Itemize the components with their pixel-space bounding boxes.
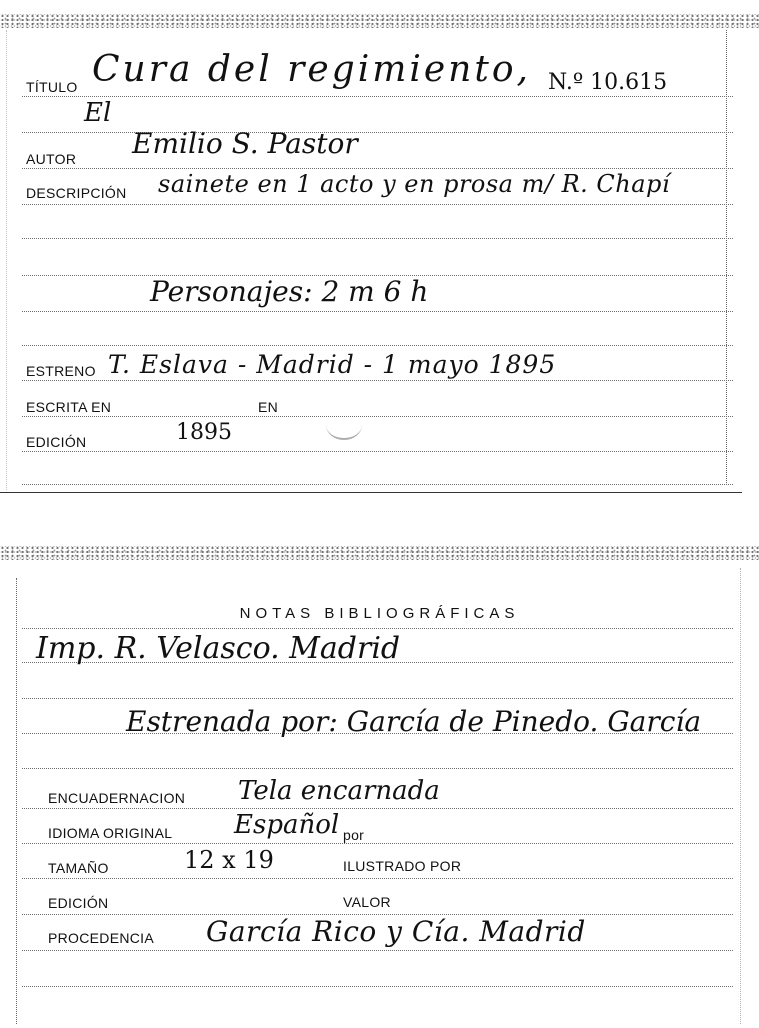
autor-label: AUTOR <box>26 151 77 167</box>
ruled-line <box>22 132 733 133</box>
autor-value: Emilio S. Pastor <box>132 127 358 160</box>
card-top-left-edge <box>6 30 7 490</box>
card-bottom-edge <box>0 546 759 560</box>
idioma-original-value: Español <box>234 810 340 840</box>
edicion-value: 1895 <box>176 420 232 445</box>
note-line-2: Estrenada por: García de Pinedo. García <box>126 705 702 738</box>
ruled-line <box>22 698 733 699</box>
card-bottom-left-edge <box>16 578 17 1024</box>
titulo-label: TÍTULO <box>26 79 78 95</box>
articulo-value: El <box>84 98 112 128</box>
card-bottom-right-edge <box>740 568 741 1024</box>
idioma-original-label: IDIOMA ORIGINAL <box>48 825 173 841</box>
descripcion-label: DESCRIPCIÓN <box>26 185 127 201</box>
ruled-line <box>22 380 733 381</box>
ruled-line <box>22 96 733 97</box>
ruled-line <box>22 238 733 239</box>
estreno-value: T. Eslava - Madrid - 1 mayo 1895 <box>108 350 557 379</box>
ruled-line <box>22 345 733 346</box>
ruled-line <box>22 628 733 629</box>
catalog-card-top <box>0 0 759 496</box>
card-top-edge <box>0 14 759 28</box>
ruled-line <box>22 768 733 769</box>
escrita-en-label: ESCRITA EN <box>26 399 112 415</box>
ink-smudge <box>326 410 362 440</box>
valor-label: VALOR <box>343 894 391 910</box>
numero-value: N.º 10.615 <box>548 70 668 95</box>
tamano-value: 12 x 19 <box>184 846 274 874</box>
edicion-label: EDICIÓN <box>48 895 109 911</box>
descripcion-value: sainete en 1 acto y en prosa m/ R. Chapí <box>158 170 671 198</box>
ruled-line <box>22 204 733 205</box>
ruled-line <box>22 416 733 417</box>
ruled-line <box>22 168 733 169</box>
ruled-line <box>22 451 733 452</box>
ruled-line <box>22 878 733 879</box>
procedencia-label: PROCEDENCIA <box>48 930 154 946</box>
catalog-card-bottom <box>0 538 759 1028</box>
en-label: EN <box>258 399 279 415</box>
ruled-line <box>22 950 733 951</box>
ruled-line <box>22 808 733 809</box>
ilustrado-por-label: ILUSTRADO POR <box>343 858 462 874</box>
notas-bibliograficas-heading: NOTAS BIBLIOGRÁFICAS <box>239 605 520 622</box>
personajes-value: Personajes: 2 m 6 h <box>150 275 429 308</box>
ruled-line <box>22 986 733 987</box>
ruled-line <box>22 843 733 844</box>
titulo-value: Cura del regimiento, <box>92 49 531 90</box>
tamano-label: TAMAÑO <box>48 860 109 876</box>
edicion-label: EDICIÓN <box>26 434 87 450</box>
encuadernacion-label: ENCUADERNACION <box>48 790 186 806</box>
encuadernacion-value: Tela encarnada <box>238 776 440 806</box>
card-top-bottom-edge <box>0 492 742 493</box>
ruled-line <box>22 484 733 485</box>
estreno-label: ESTRENO <box>26 363 96 379</box>
note-line-1: Imp. R. Velasco. Madrid <box>36 631 401 666</box>
por-label: por <box>343 827 365 843</box>
procedencia-value: García Rico y Cía. Madrid <box>206 915 586 948</box>
ruled-line <box>22 311 733 312</box>
